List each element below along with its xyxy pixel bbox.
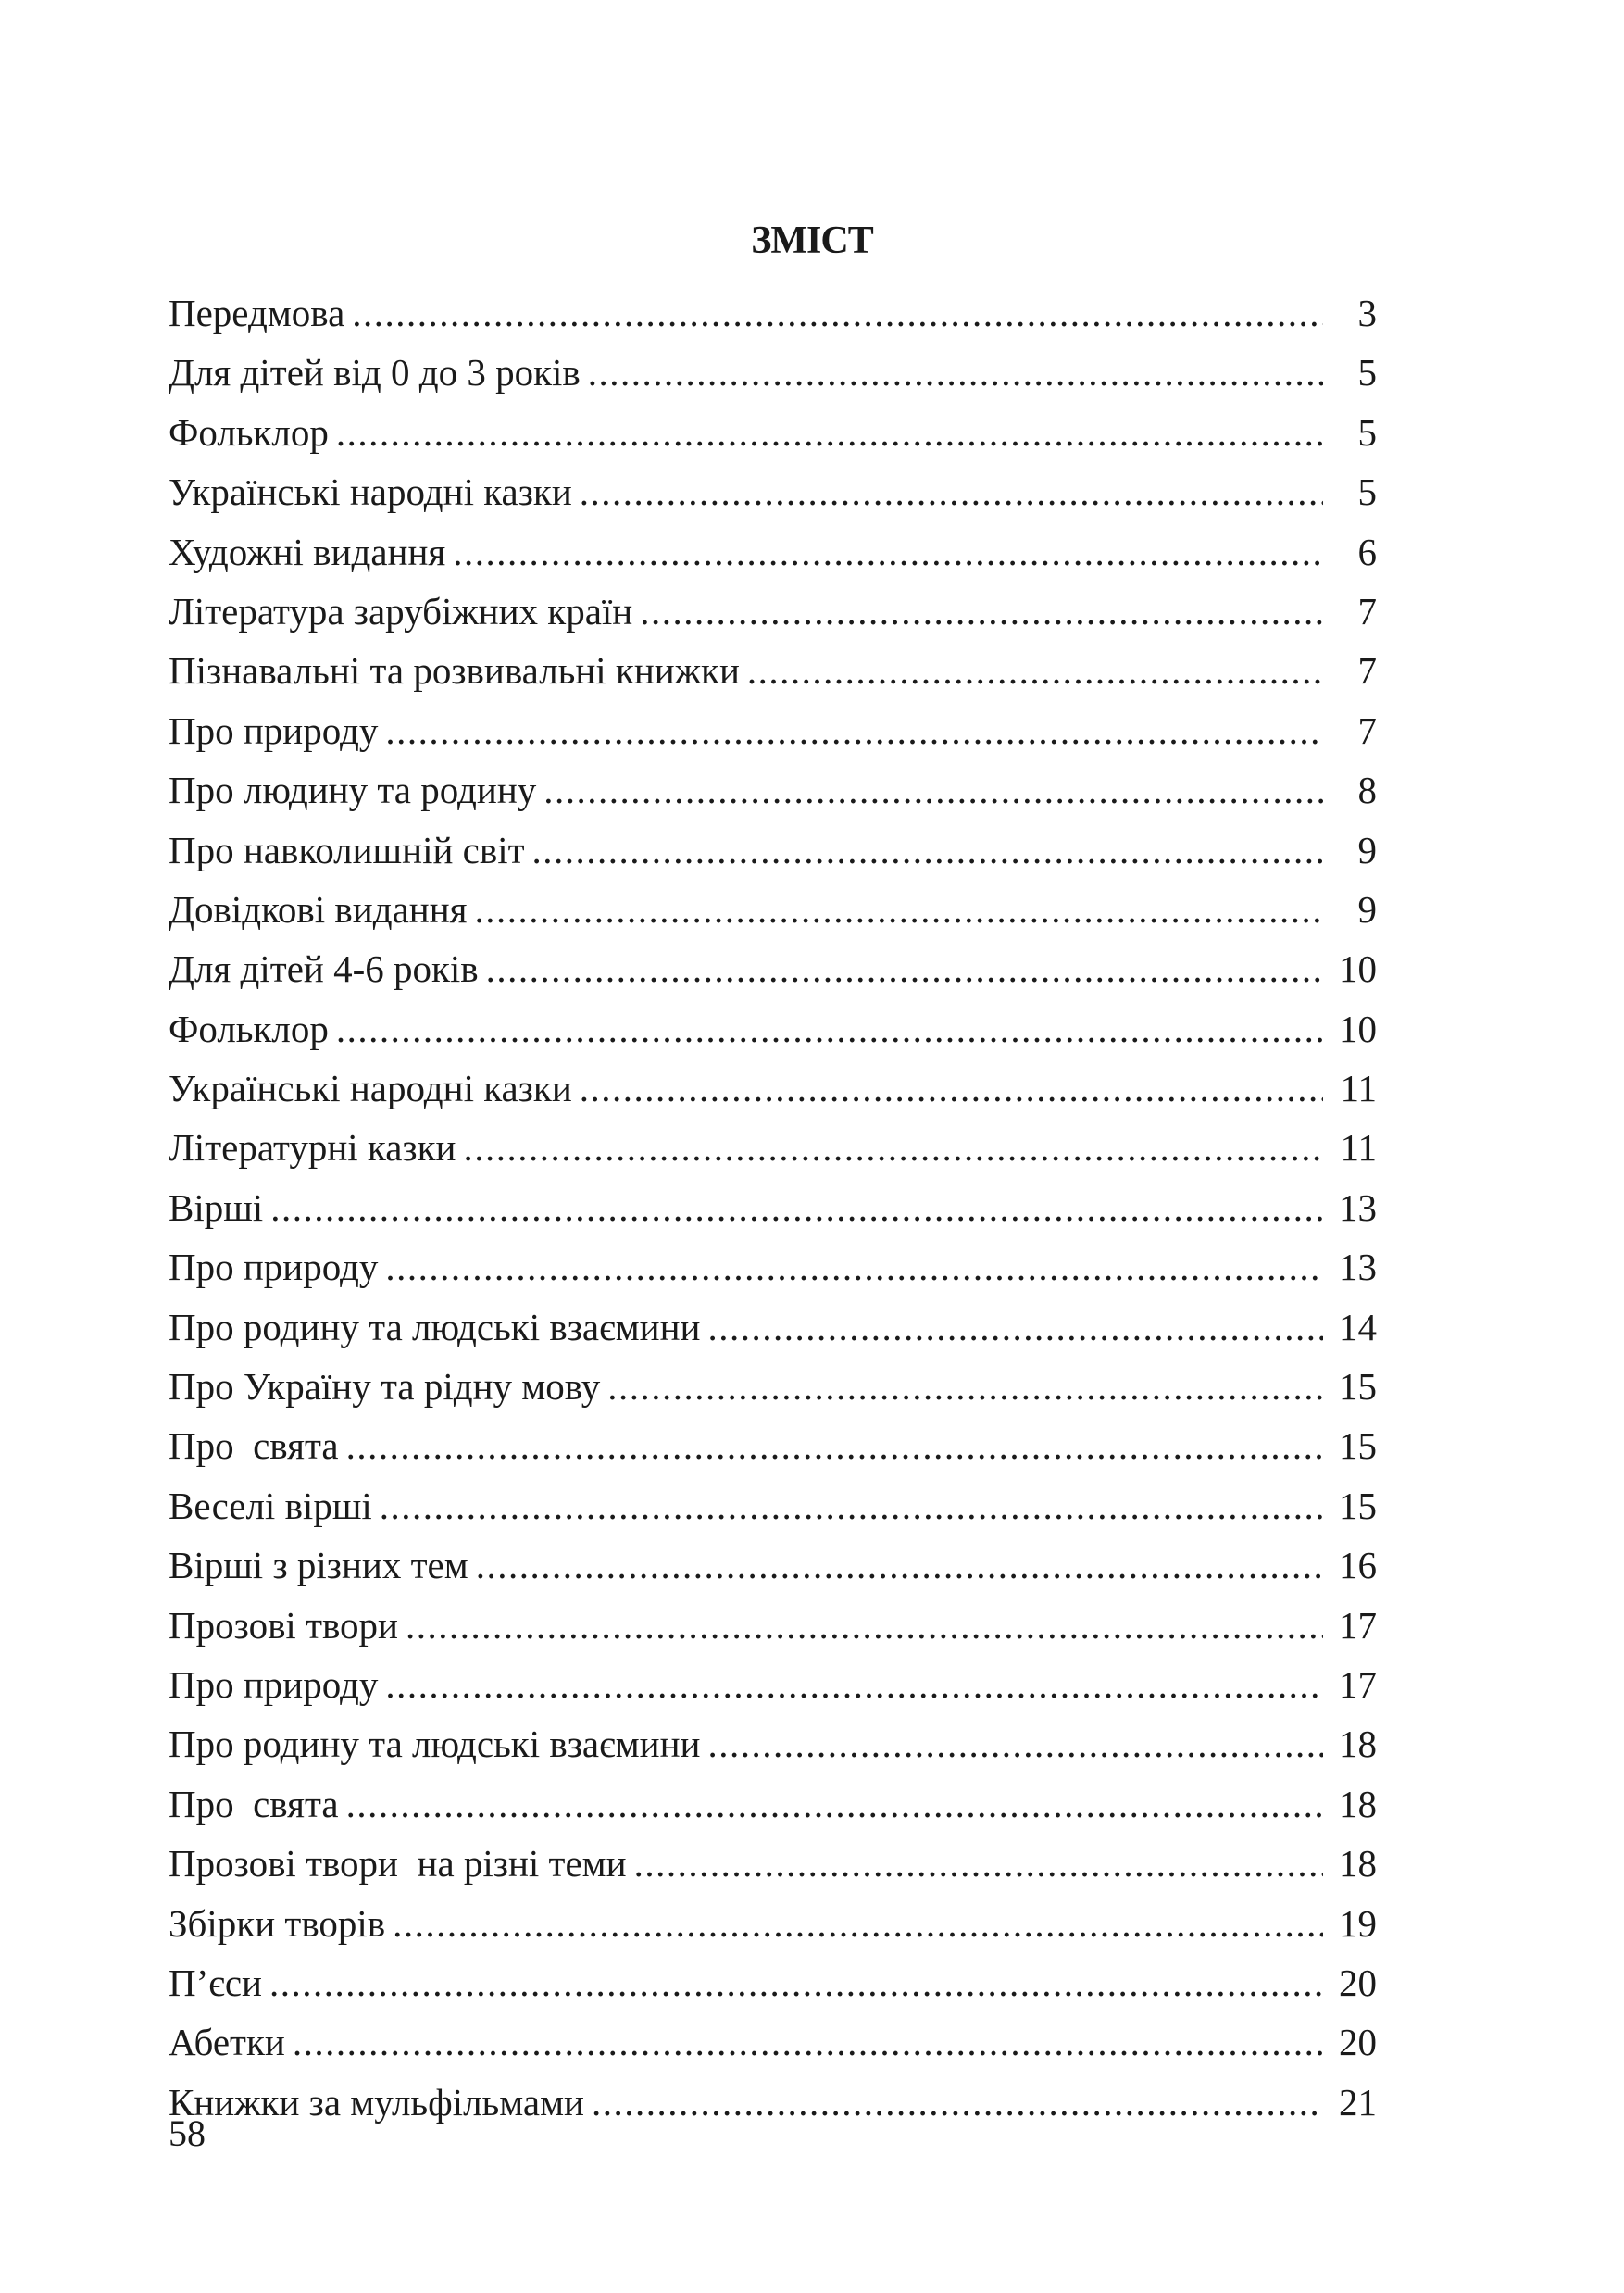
- dot-leader: [532, 821, 1323, 880]
- toc-entry-label: Книжки за мульфільмами: [169, 2080, 584, 2124]
- page-title: ЗМІСТ: [751, 219, 873, 262]
- dot-leader: [346, 1416, 1323, 1475]
- toc-entry-page: 5: [1357, 410, 1377, 454]
- toc-entry-label: Фольклор: [169, 1007, 329, 1050]
- toc-entry-label: Про родину та людські взаємини: [169, 1723, 701, 1766]
- toc-entry: [169, 582, 1377, 641]
- dot-leader: [293, 2012, 1323, 2072]
- toc-entry-page: 9: [1357, 828, 1377, 871]
- dot-leader: [406, 1596, 1323, 1655]
- toc-entry-label: Про природу: [169, 708, 379, 752]
- dot-leader: [747, 641, 1323, 700]
- toc-entry-label: Вірші з різних тем: [169, 1544, 468, 1587]
- toc-entry-page: 10: [1339, 1007, 1377, 1050]
- toc-entry-page: 20: [1339, 2021, 1377, 2064]
- toc-entry-page: 5: [1357, 351, 1377, 395]
- toc-entry: [169, 880, 1377, 939]
- toc-entry: [169, 462, 1377, 521]
- toc-entry-label: Про Україну та рідну мову: [169, 1365, 601, 1409]
- toc-entry-label: Для дітей 4-6 років: [169, 947, 479, 991]
- toc-entry-page: 7: [1357, 589, 1377, 633]
- toc-entry-label: Веселі вірші: [169, 1484, 372, 1527]
- toc-entry-label: Література зарубіжних країн: [169, 589, 633, 633]
- dot-leader: [393, 1894, 1323, 1953]
- toc-entry-page: 16: [1339, 1544, 1377, 1587]
- dot-leader: [588, 343, 1323, 402]
- toc-entry-page: 17: [1339, 1662, 1377, 1706]
- toc-entry: [169, 1834, 1377, 1893]
- dot-leader: [475, 880, 1323, 939]
- toc-entry-page: 5: [1357, 470, 1377, 514]
- toc-entry-label: Про свята: [169, 1782, 339, 1825]
- toc-entry-label: Художні видання: [169, 530, 446, 573]
- toc-entry: [169, 1714, 1377, 1773]
- toc-entry: [169, 1655, 1377, 1714]
- dot-leader: [385, 1655, 1323, 1714]
- toc-entry-label: Фольклор: [169, 410, 329, 454]
- toc-entry-label: Прозові твори на різні теми: [169, 1842, 627, 1886]
- toc-entry-page: 11: [1340, 1067, 1377, 1110]
- page-number: 58: [169, 2112, 206, 2154]
- toc-entry: [169, 403, 1377, 462]
- toc-entry-label: Про свята: [169, 1424, 339, 1468]
- dot-leader: [270, 1178, 1323, 1237]
- toc-entry: [169, 1476, 1377, 1535]
- toc-entry: [169, 939, 1377, 998]
- toc-entry: [169, 641, 1377, 700]
- toc-entry: [169, 1237, 1377, 1297]
- toc-entry-page: 17: [1339, 1603, 1377, 1647]
- toc-entry: [169, 999, 1377, 1059]
- toc-entry-page: 10: [1339, 947, 1377, 991]
- toc-entry: [169, 1118, 1377, 1177]
- toc-entry: [169, 760, 1377, 820]
- dot-leader: [592, 2073, 1323, 2132]
- toc-entry-label: Збірки творів: [169, 1901, 386, 1945]
- toc-entry-page: 14: [1339, 1305, 1377, 1348]
- toc-entry-label: Довідкові видання: [169, 887, 468, 931]
- dot-leader: [543, 760, 1323, 820]
- toc-entry-label: Для дітей від 0 до 3 років: [169, 351, 581, 395]
- toc-entry: [169, 1059, 1377, 1118]
- dot-leader: [336, 403, 1323, 462]
- table-of-contents: [169, 283, 1377, 2132]
- toc-entry-page: 18: [1339, 1842, 1377, 1886]
- toc-entry-label: Українські народні казки: [169, 470, 572, 514]
- dot-leader: [476, 1535, 1323, 1595]
- toc-entry: [169, 1774, 1377, 1834]
- dot-leader: [607, 1357, 1323, 1416]
- toc-entry-page: 9: [1357, 887, 1377, 931]
- dot-leader: [640, 582, 1323, 641]
- toc-entry-page: 18: [1339, 1782, 1377, 1825]
- toc-entry-page: 7: [1357, 649, 1377, 693]
- toc-entry-label: Вірші: [169, 1185, 264, 1229]
- toc-entry-page: 15: [1339, 1424, 1377, 1468]
- toc-entry-page: 19: [1339, 1901, 1377, 1945]
- toc-entry-page: 7: [1357, 708, 1377, 752]
- toc-entry-page: 8: [1357, 769, 1377, 812]
- toc-entry-page: 3: [1357, 292, 1377, 334]
- dot-leader: [463, 1118, 1323, 1177]
- toc-entry-label: Про родину та людські взаємини: [169, 1305, 701, 1348]
- toc-entry-label: Про навколишній світ: [169, 828, 525, 871]
- dot-leader: [380, 1476, 1323, 1535]
- dot-leader: [707, 1297, 1323, 1357]
- dot-leader: [385, 1237, 1323, 1297]
- toc-entry-label: Пізнавальні та розвивальні книжки: [169, 649, 740, 693]
- toc-entry: [169, 283, 1377, 343]
- toc-entry-page: 15: [1339, 1484, 1377, 1527]
- toc-entry-page: 11: [1340, 1126, 1377, 1170]
- dot-leader: [486, 939, 1323, 998]
- dot-leader: [346, 1774, 1323, 1834]
- toc-entry-page: 20: [1339, 1961, 1377, 2004]
- toc-entry-page: 6: [1357, 530, 1377, 573]
- toc-entry: [169, 701, 1377, 760]
- toc-entry-label: Передмова: [169, 292, 345, 334]
- toc-entry-page: 13: [1339, 1246, 1377, 1289]
- toc-entry-label: Абетки: [169, 2021, 285, 2064]
- toc-entry: [169, 1357, 1377, 1416]
- toc-entry-page: 21: [1339, 2080, 1377, 2124]
- toc-entry-page: 18: [1339, 1723, 1377, 1766]
- toc-entry-label: П’єси: [169, 1961, 262, 2004]
- dot-leader: [269, 1953, 1323, 2012]
- toc-entry-label: Літературні казки: [169, 1126, 456, 1170]
- toc-entry: [169, 343, 1377, 402]
- toc-entry: [169, 821, 1377, 880]
- dot-leader: [453, 522, 1323, 582]
- toc-entry: [169, 1894, 1377, 1953]
- dot-leader: [634, 1834, 1323, 1893]
- toc-entry-page: 13: [1339, 1185, 1377, 1229]
- toc-entry: [169, 1178, 1377, 1237]
- dot-leader: [707, 1714, 1323, 1773]
- toc-entry: [169, 1416, 1377, 1475]
- toc-entry-label: Про людину та родину: [169, 769, 537, 812]
- toc-entry-label: Українські народні казки: [169, 1067, 572, 1110]
- dot-leader: [352, 283, 1323, 343]
- toc-entry-label: Прозові твори: [169, 1603, 399, 1647]
- toc-entry: [169, 2073, 1377, 2132]
- toc-entry: [169, 1535, 1377, 1595]
- toc-entry: [169, 2012, 1377, 2072]
- dot-leader: [580, 462, 1323, 521]
- dot-leader: [336, 999, 1323, 1059]
- toc-entry-label: Про природу: [169, 1662, 379, 1706]
- toc-entry: [169, 522, 1377, 582]
- toc-entry: [169, 1297, 1377, 1357]
- dot-leader: [580, 1059, 1323, 1118]
- toc-entry: [169, 1596, 1377, 1655]
- toc-entry-label: Про природу: [169, 1246, 379, 1289]
- dot-leader: [385, 701, 1323, 760]
- toc-entry: [169, 1953, 1377, 2012]
- toc-entry-page: 15: [1339, 1365, 1377, 1409]
